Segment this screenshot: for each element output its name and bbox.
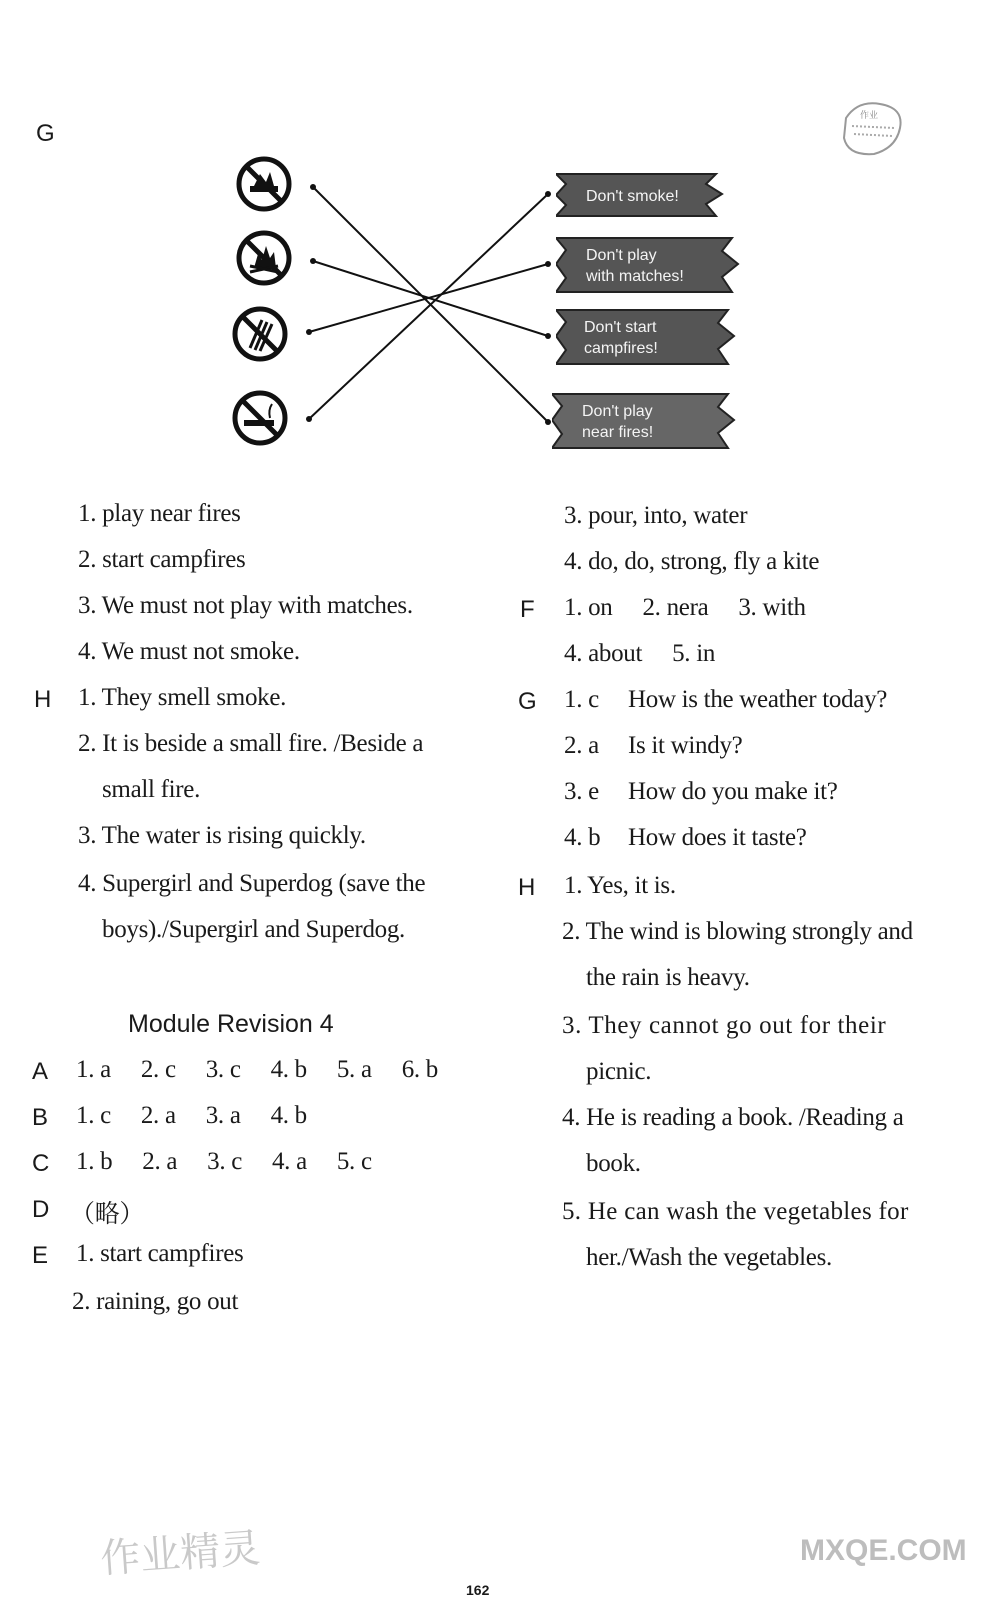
right-h-item-3: 3. They cannot go out for their [562,1012,887,1039]
section-letter-f: F [520,596,535,623]
answer-f-1: 1. on [564,594,613,621]
right-g-item-3 [564,778,838,806]
banner-dont-smoke [556,172,726,218]
answers-f-row2 [564,640,715,668]
match-line-2 [313,261,548,336]
right-g-question: How do you make it? [628,778,838,805]
right-g-item-4 [564,824,807,852]
section-letter-g-right: G [518,688,537,715]
banner-dont-start-campfires [556,308,736,366]
answer-c-2: 2. a [142,1148,178,1175]
left-h-item-4-cont: boys)./Supergirl and Superdog. [102,916,406,943]
right-h-item-4-cont: book. [586,1150,641,1177]
left-h-item-1: 1. They smell smoke. [78,684,287,711]
answer-f-5: 5. in [672,640,716,667]
banner-dont-play-fires [552,392,738,450]
answer-b-2: 2. a [140,1102,176,1129]
right-e-item-4: 4. do, do, strong, fly a kite [564,548,820,575]
right-g-num: 3. e [564,778,599,805]
answer-a-6: 6. b [401,1056,439,1083]
right-g-item-2 [564,732,742,760]
section-letter-g-top: G [36,120,55,147]
answer-a-3: 3. c [205,1056,241,1083]
banner-text: Don't play [586,247,657,264]
right-g-num: 4. b [564,824,601,851]
right-h-item-5: 5. He can wash the vegetables for [562,1198,909,1225]
watermark-bottom-right: MXQE.COM [800,1534,967,1567]
answers-b [76,1102,307,1130]
left-g-item-4: 4. We must not smoke. [78,638,300,665]
right-g-num: 2. a [564,732,599,759]
answer-c-5: 5. c [336,1148,372,1175]
left-g-item-2: 2. start campfires [78,546,246,573]
right-h-item-4: 4. He is reading a book. /Reading a [562,1104,904,1131]
left-h-item-3: 3. The water is rising quickly. [78,822,366,849]
seal-text: 作业 [860,111,879,121]
section-letter-c: C [32,1150,50,1177]
right-h-item-2-cont: the rain is heavy. [586,964,750,991]
banner-text: with matches! [586,268,684,285]
answer-c-4: 4. a [271,1148,307,1175]
banner-dont-play-matches [556,236,740,294]
right-h-item-2: 2. The wind is blowing strongly and [562,918,913,945]
answers-a [76,1056,438,1084]
section-letter-a: A [32,1058,49,1085]
banner-text: Don't play [582,403,653,420]
left-g-item-1: 1. play near fires [78,500,241,527]
right-h-item-1: 1. Yes, it is. [564,872,676,899]
left-e-item-1: 1. start campfires [76,1240,244,1267]
right-g-question: Is it windy? [628,732,743,759]
answer-c-1: 1. b [76,1148,113,1175]
right-g-item-1 [564,686,887,714]
right-h-item-5-cont: her./Wash the vegetables. [586,1244,832,1271]
left-e-item-2: 2. raining, go out [72,1288,239,1315]
answer-a-4: 4. b [270,1056,307,1083]
right-g-num: 1. c [564,686,599,713]
banner-text: near fires! [582,424,654,441]
answer-a-2: 2. c [140,1056,176,1083]
section-letter-e: E [32,1242,49,1269]
left-h-item-4: 4. Supergirl and Superdog (save the [78,870,426,897]
answer-f-3: 3. with [738,594,806,621]
section-letter-h-left: H [34,686,52,713]
module-title: Module Revision 4 [128,1010,334,1038]
watermark-bottom-left: 作业精灵 [98,1526,262,1582]
answer-a-1: 1. a [76,1056,111,1083]
answer-a-5: 5. a [336,1056,372,1083]
right-h-item-3-cont: picnic. [586,1058,652,1085]
section-letter-h-right: H [518,874,536,901]
answer-b-1: 1. c [76,1102,111,1129]
right-g-question: How is the weather today? [628,686,888,713]
banner-text: Don't start [584,319,657,336]
answer-f-4: 4. about [564,640,643,667]
answer-f-2: 2. nera [642,594,709,621]
match-line-3 [309,264,548,332]
answer-d: （略） [70,1201,145,1228]
section-letter-b: B [32,1104,49,1131]
banner-text: Don't smoke! [586,188,679,205]
left-h-item-2-cont: small fire. [102,776,201,803]
answers-f-row1 [564,594,806,622]
banner-text: campfires! [584,340,658,357]
left-h-item-2: 2. It is beside a small fire. /Beside a [78,730,424,757]
left-g-item-3: 3. We must not play with matches. [78,592,413,619]
right-g-question: How does it taste? [628,824,807,851]
section-letter-d: D [32,1196,50,1223]
page-number: 162 [466,1582,490,1598]
answer-b-3: 3. a [205,1102,241,1129]
answers-c [76,1148,372,1176]
right-e-item-3: 3. pour, into, water [564,502,748,529]
answer-c-3: 3. c [207,1148,243,1175]
matching-lines [0,0,996,470]
answer-b-4: 4. b [270,1102,307,1129]
